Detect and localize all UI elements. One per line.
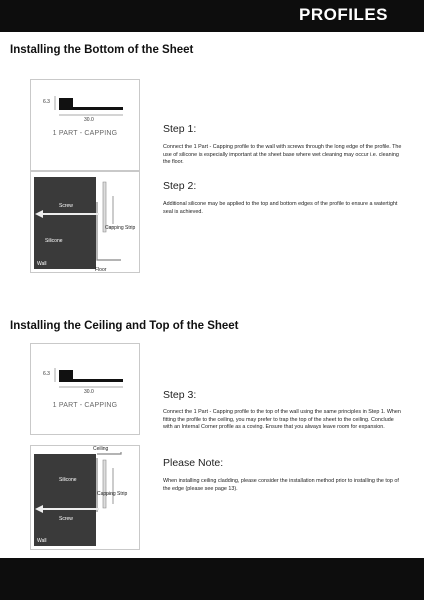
step-3 <box>163 389 403 432</box>
ceiling-label: Ceiling <box>93 446 109 452</box>
step-2-heading: Step 2: <box>163 180 197 192</box>
section-title-bottom: Installing the Bottom of the Sheet <box>10 44 194 56</box>
please-note-heading: Please Note: <box>163 457 224 469</box>
capping-label: 1 PART - CAPPING <box>52 130 118 137</box>
screw-label: Screw <box>59 203 73 209</box>
capping-width-dim: 30.0 <box>84 389 94 395</box>
capping-strip-label: Capping Strip <box>97 491 128 497</box>
capping-profile-panel-2 <box>30 343 140 435</box>
bottom-install-diagram <box>30 171 140 273</box>
floor-label: Floor <box>95 267 107 273</box>
capping-width-dim: 30.0 <box>84 117 94 123</box>
step-2-text: Additional silicone may be applied to the top and bottom edges of the profile to ensure a watertight seal is achieved. <box>163 201 398 215</box>
capping-profile-panel-1 <box>30 79 140 171</box>
screw-label: Screw <box>59 516 73 522</box>
footer-bar <box>0 558 424 600</box>
wall-label: Wall <box>37 538 47 544</box>
step-2 <box>163 180 403 216</box>
capping-height-dim: 6.3 <box>43 371 50 377</box>
step-1-heading: Step 1: <box>163 123 197 135</box>
header-bar <box>0 0 424 32</box>
capping-strip-label: Capping Strip <box>105 225 136 231</box>
step-1 <box>163 123 403 167</box>
ceiling-install-drawing <box>31 446 139 549</box>
section-title-ceiling: Installing the Ceiling and Top of the Sheet <box>10 320 239 332</box>
page-title: PROFILES <box>298 5 388 24</box>
step-3-heading: Step 3: <box>163 389 197 401</box>
wall-label: Wall <box>37 261 47 267</box>
ceiling-install-diagram <box>30 445 140 550</box>
step-3-text: Connect the 1 Part - Capping profile to the top of the wall using the same principles in Step 1. When fitting the profile to the ceiling, you may prefer to trap the top of the sheet to the ceiling. Conclude with an Internal Corner profile as a coving. Ensure that you always leave room for expansion. <box>163 409 401 431</box>
please-note <box>163 457 403 493</box>
step-1-text: Connect the 1 Part - Capping profile to the wall with screws through the long edge of the profile. The use of silicone is especially important at the sheet base where wet cleaning may occur i.e. cleaning the floor. <box>163 144 402 166</box>
capping-height-dim: 6.3 <box>43 99 50 105</box>
silicone-label: Silicone <box>45 238 63 244</box>
bottom-install-drawing <box>31 172 139 272</box>
please-note-text: When installing ceiling cladding, please consider the installation method prior to installing the top of the edge (please see page 13). <box>163 478 399 492</box>
capping-label: 1 PART - CAPPING <box>52 402 118 409</box>
silicone-label: Silicone <box>59 477 77 483</box>
